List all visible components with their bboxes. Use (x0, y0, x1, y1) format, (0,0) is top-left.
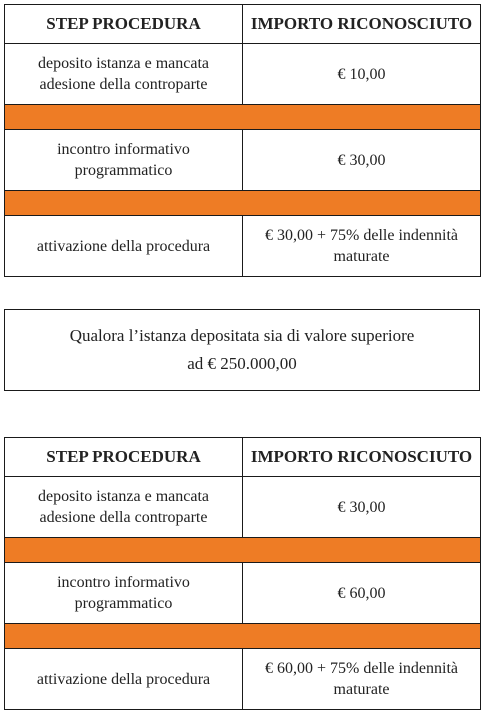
table-header-row (5, 5, 481, 44)
fee-table-high-value (4, 437, 481, 710)
table-row (5, 44, 481, 105)
step-cell: incontro informativo programmatico (5, 563, 243, 624)
fee-table-standard (4, 4, 481, 277)
amount-cell: € 60,00 (243, 563, 481, 624)
step-cell: deposito istanza e mancata adesione della controparte (5, 44, 243, 105)
note-box (4, 309, 480, 391)
table-row (5, 477, 481, 538)
header-step-procedura: STEP PROCEDURA (5, 5, 243, 44)
orange-separator-row (5, 624, 481, 649)
table-row (5, 130, 481, 191)
orange-separator-row (5, 105, 481, 130)
amount-cell: € 60,00 + 75% delle indennità maturate (243, 649, 481, 710)
amount-cell: € 30,00 (243, 477, 481, 538)
amount-cell: € 10,00 (243, 44, 481, 105)
step-cell: incontro informativo programmatico (5, 130, 243, 191)
note-line-2: ad € 250.000,00 (187, 354, 297, 373)
header-step-procedura: STEP PROCEDURA (5, 438, 243, 477)
table-row (5, 563, 481, 624)
step-cell: deposito istanza e mancata adesione della controparte (5, 477, 243, 538)
orange-separator (5, 538, 481, 563)
table-row (5, 216, 481, 277)
step-cell: attivazione della procedura (5, 649, 243, 710)
orange-separator (5, 191, 481, 216)
header-importo-riconosciuto: IMPORTO RICONOSCIUTO (243, 438, 481, 477)
orange-separator-row (5, 191, 481, 216)
amount-cell: € 30,00 + 75% delle indennità maturate (243, 216, 481, 277)
orange-separator-row (5, 538, 481, 563)
orange-separator (5, 105, 481, 130)
orange-separator (5, 624, 481, 649)
note-line-1: Qualora l’istanza depositata sia di valore superiore (69, 326, 415, 345)
header-importo-riconosciuto: IMPORTO RICONOSCIUTO (243, 5, 481, 44)
table-header-row (5, 438, 481, 477)
step-cell: attivazione della procedura (5, 216, 243, 277)
table-row (5, 649, 481, 710)
amount-cell: € 30,00 (243, 130, 481, 191)
